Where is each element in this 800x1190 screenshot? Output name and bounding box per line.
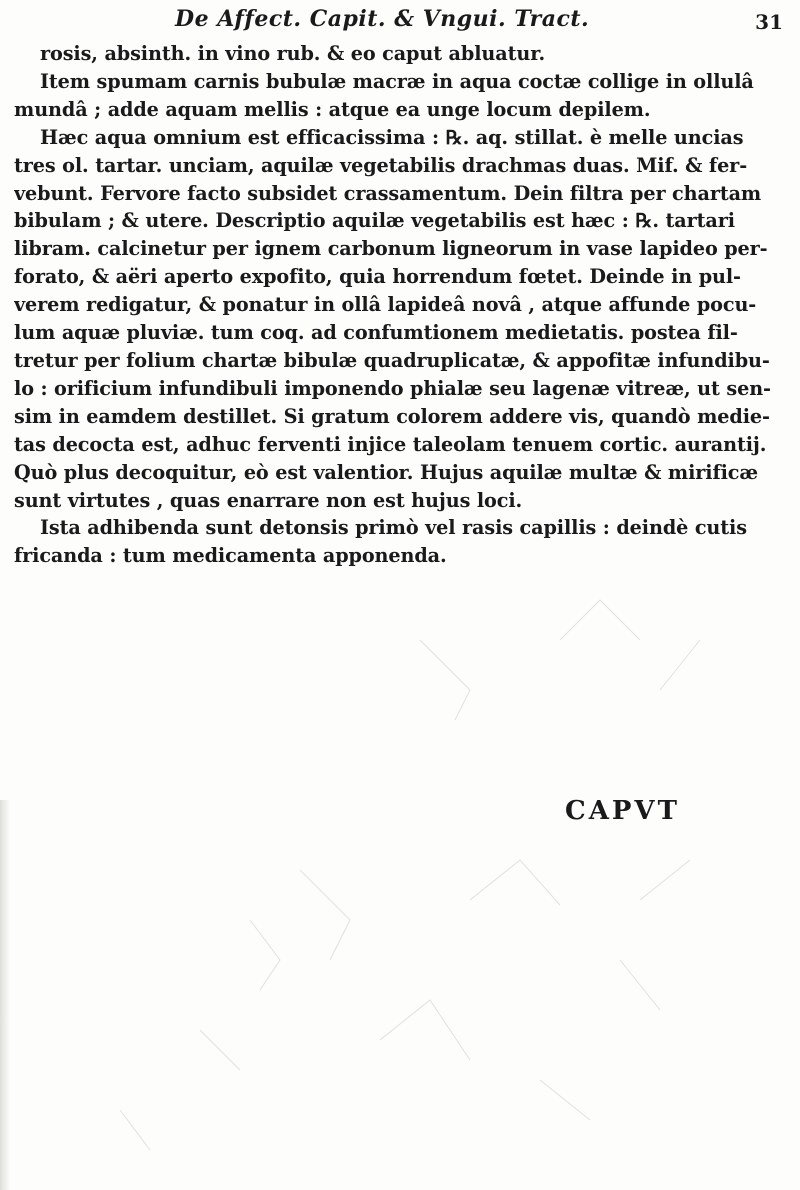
text-line: mundâ ; adde aquam mellis : atque ea unge locum depilem. — [14, 97, 651, 121]
text-line: sunt virtutes , quas enarrare non est hujus loci. — [14, 488, 523, 512]
body-text — [14, 40, 794, 570]
text-line: tretur per folium chartæ bibulæ quadruplicatæ, & appofitæ infundibu- — [14, 348, 770, 372]
text-line: lo : orificium infundibuli imponendo phialæ seu lagenæ vitreæ, ut sen- — [14, 376, 771, 400]
text-line: verem redigatur, & ponatur in ollâ lapideâ novâ , atque affunde pocu- — [14, 293, 757, 317]
text-line: forato, & aëri aperto expofito, quia horrendum fœtet. Deinde in pul- — [14, 265, 741, 289]
text-line: tas decocta est, adhuc ferventi injice taleolam tenuem cortic. aurantij. — [14, 432, 767, 456]
text-line: lum aquæ pluviæ. tum coq. ad confumtionem medietatis. postea fil- — [14, 321, 738, 345]
text-line: libram. calcinetur per ignem carbonum ligneorum in vase lapideo per- — [14, 237, 768, 261]
text-line: vebunt. Fervore facto subsidet crassamentum. Dein filtra per chartam — [14, 181, 762, 205]
text-line: fricanda : tum medicamenta apponenda. — [14, 544, 447, 568]
running-head: De Affect. Capit. & Vngui. Tract. — [175, 6, 590, 32]
text-line: tres ol. tartar. unciam, aquilæ vegetabilis drachmas duas. Mif. & fer- — [14, 153, 748, 177]
text-line: Item spumam carnis bubulæ macræ in aqua coctæ collige in ollulâ — [40, 69, 754, 93]
catchword: CAPVT — [565, 796, 680, 826]
text-line: Hæc aqua omnium est efficacissima : ℞. aq. stillat. è melle uncias — [40, 125, 744, 149]
page-number: 31 — [755, 10, 783, 34]
page-edge-shadow — [0, 800, 10, 1190]
text-line: Quò plus decoquitur, eò est valentior. Hujus aquilæ multæ & mirificæ — [14, 460, 758, 484]
text-line: bibulam ; & utere. Descriptio aquilæ vegetabilis est hæc : ℞. tartari — [14, 209, 735, 233]
text-line: rosis, absinth. in vino rub. & eo caput abluatur. — [40, 42, 546, 65]
text-line: Ista adhibenda sunt detonsis primò vel rasis capillis : deindè cutis — [40, 516, 747, 540]
text-line: sim in eamdem destillet. Si gratum colorem addere vis, quandò medie- — [14, 404, 770, 428]
